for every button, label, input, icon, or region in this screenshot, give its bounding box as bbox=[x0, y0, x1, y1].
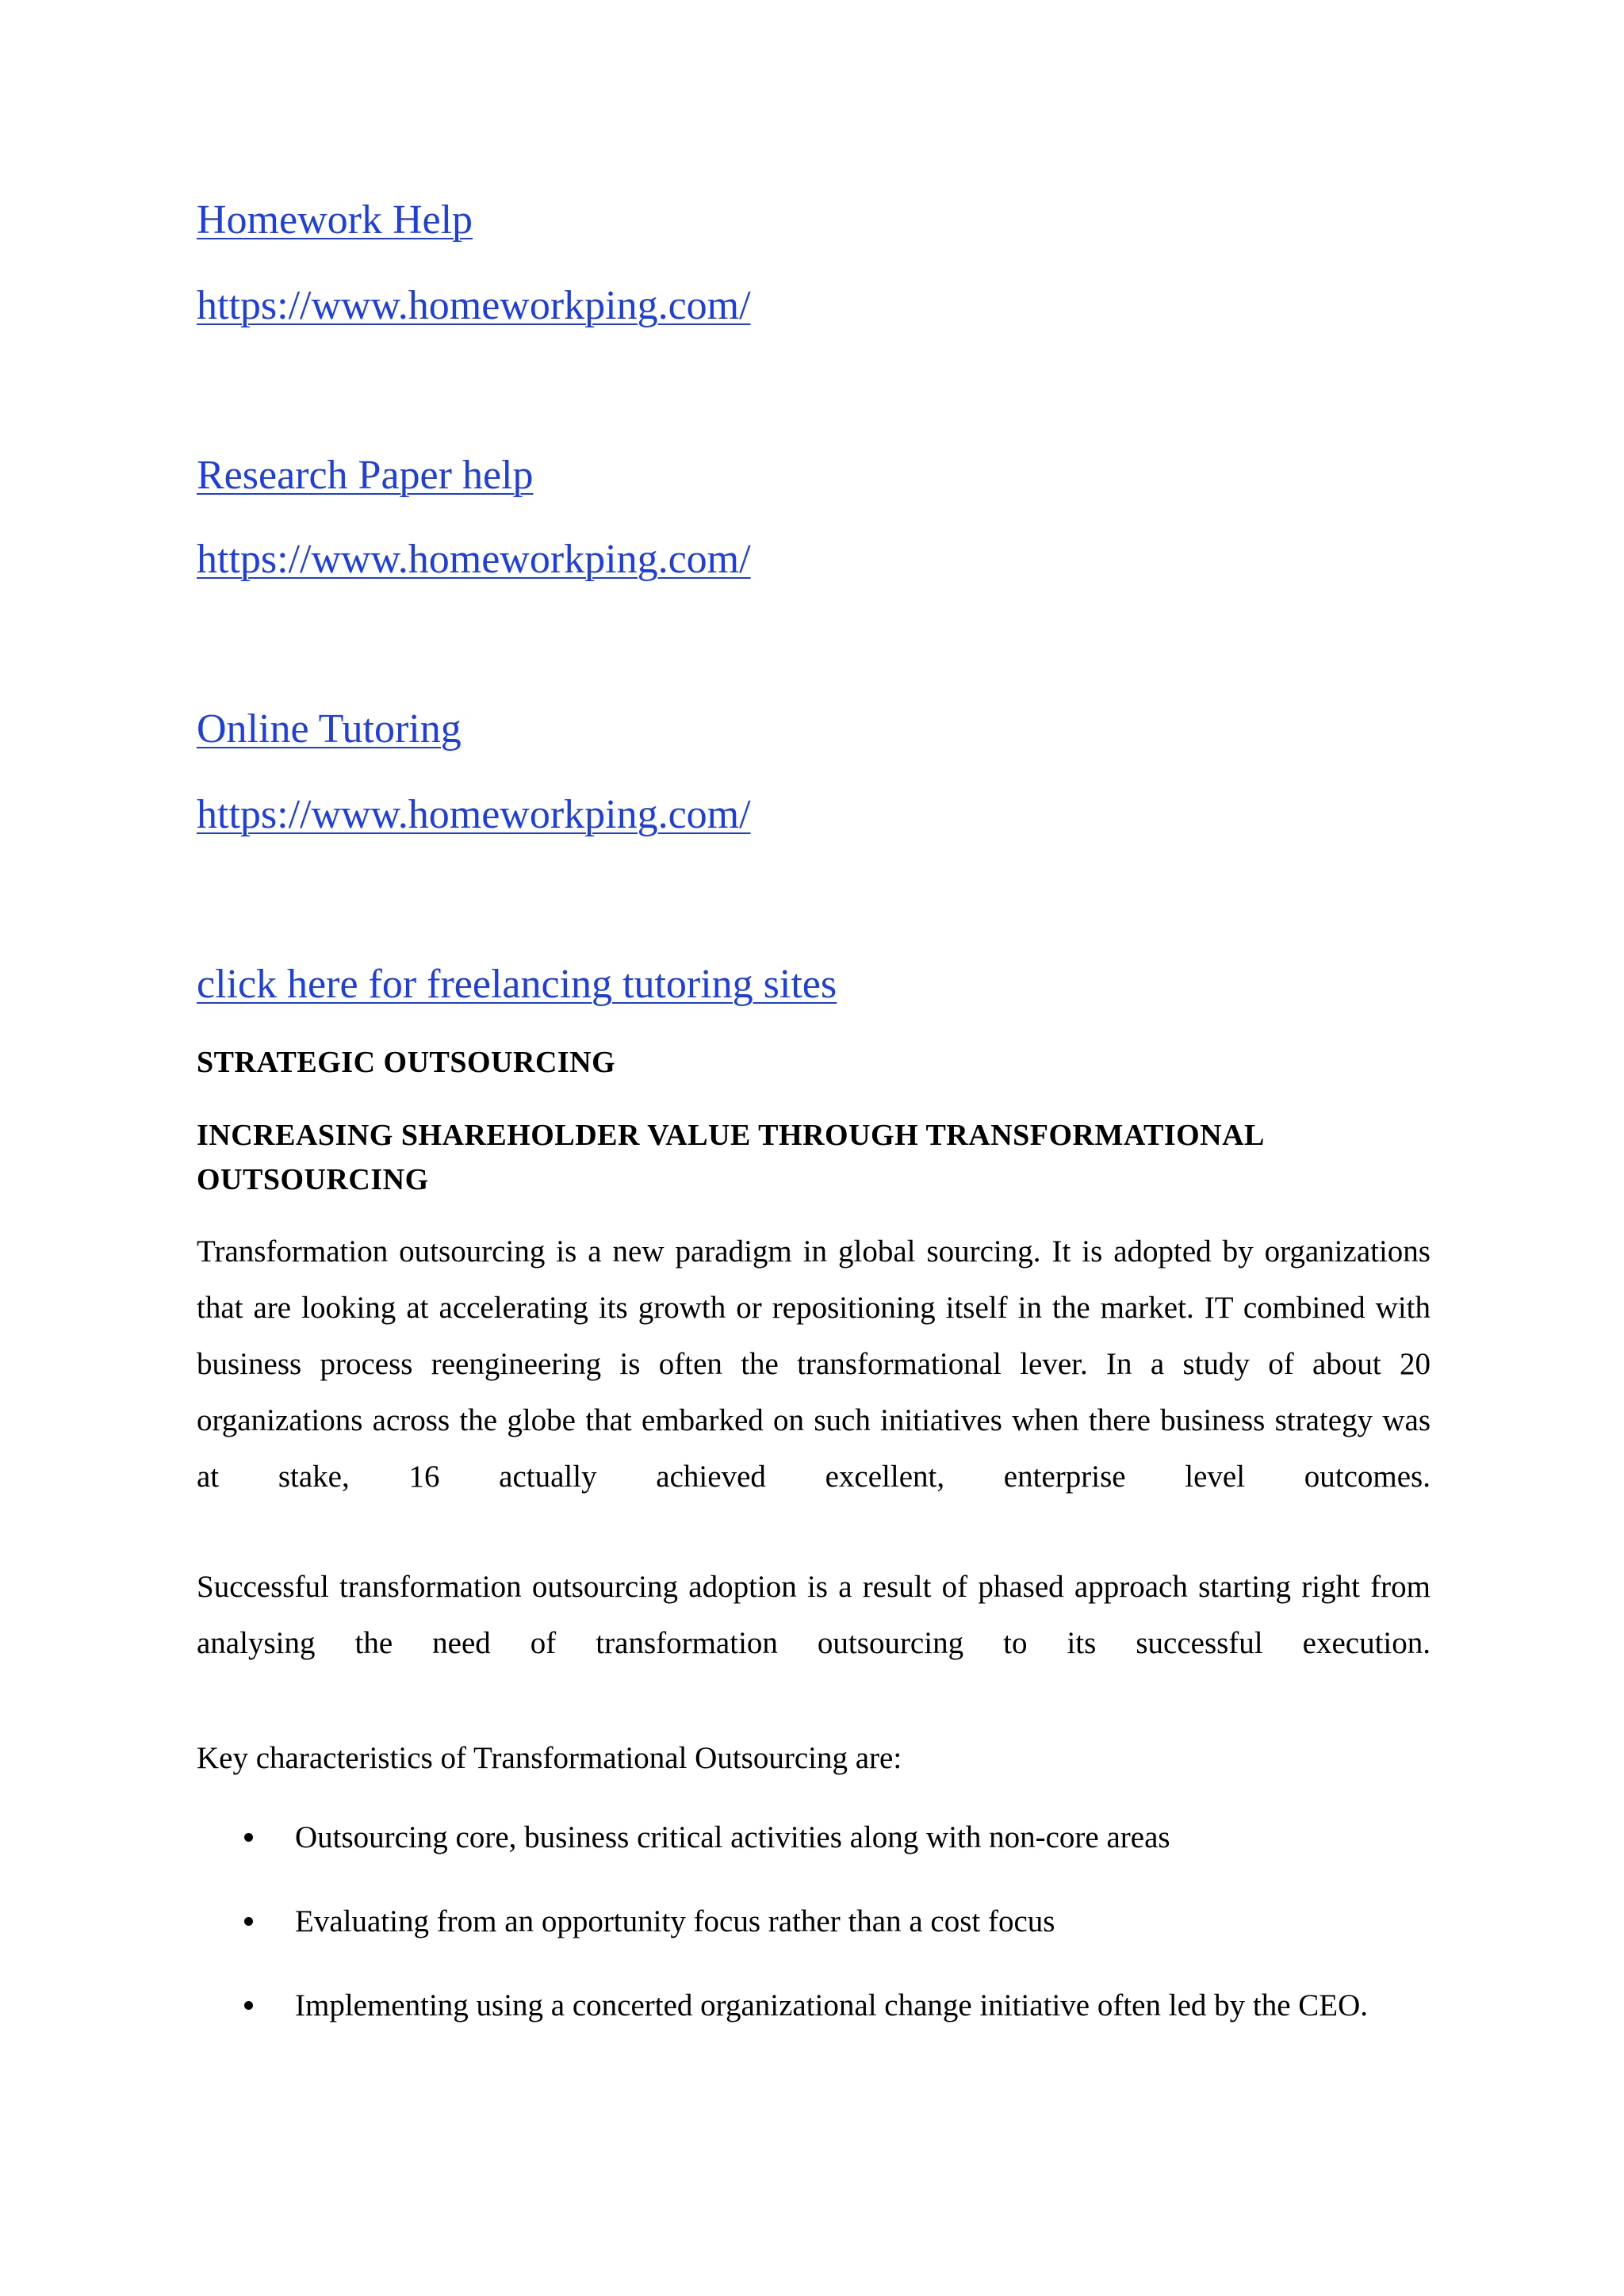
online-tutoring-url-link[interactable]: https://www.homeworkping.com/ bbox=[197, 792, 751, 837]
paragraph-1: Transformation outsourcing is a new paradigm in global sourcing. It is adopted by organizations that are looking at accelerating its growth or repositioning itself in the market. IT combined with business process reengineering is often the transformational lever. In a study of about 20 organizations across the globe that embarked on such initiatives when there business strategy was at stake, 16 actually achieved excellent, enterprise level outcomes. bbox=[197, 1234, 1431, 1494]
list-item bbox=[197, 1977, 1431, 2034]
research-paper-help-link[interactable]: Research Paper help bbox=[197, 453, 534, 498]
list-item bbox=[197, 1809, 1431, 1866]
list-item bbox=[197, 1893, 1431, 1950]
list-item-text: Evaluating from an opportunity focus rather than a cost focus bbox=[295, 1904, 1055, 1938]
bullet-icon bbox=[244, 1917, 253, 1926]
document-subtitle: INCREASING SHAREHOLDER VALUE THROUGH TRANSFORMATIONAL OUTSOURCING bbox=[197, 1119, 1263, 1196]
list-item-text: Outsourcing core, business critical activities along with non-core areas bbox=[295, 1820, 1170, 1854]
homework-help-url-link[interactable]: https://www.homeworkping.com/ bbox=[197, 283, 751, 328]
list-item-text: Implementing using a concerted organizational change initiative often led by the CEO. bbox=[295, 1988, 1369, 2022]
list-intro: Key characteristics of Transformational Outsourcing are: bbox=[197, 1741, 902, 1775]
paragraph-2: Successful transformation outsourcing adoption is a result of phased approach starting right from analysing the need of transformation outsourcing to its successful execution. bbox=[197, 1570, 1431, 1660]
research-paper-help-url-link[interactable]: https://www.homeworkping.com/ bbox=[197, 537, 751, 582]
characteristics-list bbox=[197, 1809, 1431, 2061]
document-title: STRATEGIC OUTSOURCING bbox=[197, 1046, 616, 1079]
freelancing-tutoring-sites-link[interactable]: click here for freelancing tutoring sites bbox=[197, 962, 837, 1007]
online-tutoring-link[interactable]: Online Tutoring bbox=[197, 706, 462, 752]
bullet-icon bbox=[244, 1833, 253, 1842]
homework-help-link[interactable]: Homework Help bbox=[197, 197, 473, 243]
bullet-icon bbox=[244, 2001, 253, 2010]
